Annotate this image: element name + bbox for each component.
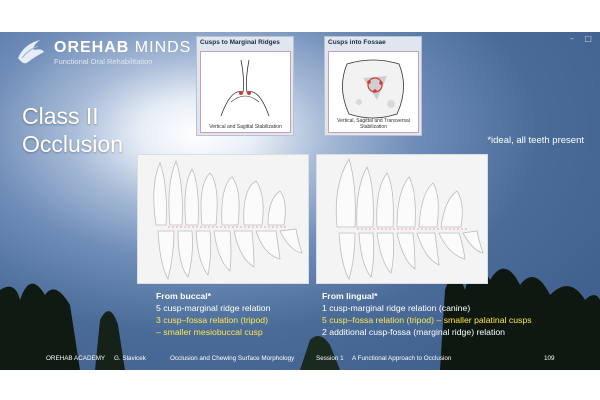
marginal-ridge-diagram (201, 52, 290, 122)
footer-subtitle: A Functional Approach to Occlusion (352, 355, 452, 362)
lingual-teeth-image (316, 154, 488, 284)
brand-bold: OREHAB (54, 39, 130, 56)
footer-session: Session 1 (316, 355, 344, 362)
buccal-caption (156, 290, 270, 338)
inset-left-caption: Vertical and Sagittal Stabilization (209, 124, 282, 130)
lingual-heading: From lingual* (322, 291, 378, 301)
inset-right-figure (328, 51, 419, 133)
brand-tagline: Functional Oral Rehabilitation (54, 57, 153, 66)
presentation-slide (0, 32, 600, 370)
inset-right-title: Cusps into Fossae (328, 39, 386, 46)
buccal-line-3: – smaller mesiobuccal cusp (156, 327, 263, 337)
ideal-note: *ideal, all teeth present (487, 135, 584, 146)
inset-left-title: Cusps to Marginal Ridges (200, 39, 280, 46)
title-line-1: Class II (22, 103, 99, 129)
lingual-line-2: 5 cusp–fossa relation (tripod) – smaller palatinal cusps (322, 315, 532, 325)
buccal-line-2: 3 cusp–fossa relation (tripod) (156, 315, 269, 325)
buccal-teeth-image (137, 154, 309, 284)
footer-topic: Occlusion and Chewing Surface Morphology (170, 355, 295, 362)
buccal-line-1: 5 cusp-marginal ridge relation (156, 303, 271, 313)
slide-footer (0, 352, 600, 366)
lingual-caption (322, 290, 532, 338)
bird-logo-icon (14, 36, 48, 70)
footer-author: G. Slavicek (114, 355, 146, 362)
lingual-line-1: 1 cusp-marginal ridge relation (canine) (322, 303, 471, 313)
lingual-line-3: 2 additional cusp-fossa (marginal ridge) relation (322, 327, 506, 337)
buccal-heading: From buccal* (156, 291, 212, 301)
inset-right-caption: Vertical, Sagittal and Transversal Stabilization (337, 118, 410, 130)
footer-academy: OREHAB ACADEMY (46, 355, 106, 362)
buccal-teeth-drawing (138, 155, 308, 283)
inset-fossae (324, 36, 422, 136)
window-controls[interactable]: – □ (569, 34, 596, 43)
inset-marginal-ridges (196, 36, 294, 136)
fossa-diagram (329, 52, 418, 122)
inset-left-figure (200, 51, 291, 133)
slide-title (22, 102, 123, 158)
lingual-teeth-drawing (317, 155, 487, 283)
brand-light: MINDS (134, 39, 192, 56)
title-line-2: Occlusion (22, 131, 123, 157)
footer-page-number: 109 (544, 355, 555, 362)
brand-name (54, 39, 191, 57)
orehab-logo (14, 36, 191, 70)
